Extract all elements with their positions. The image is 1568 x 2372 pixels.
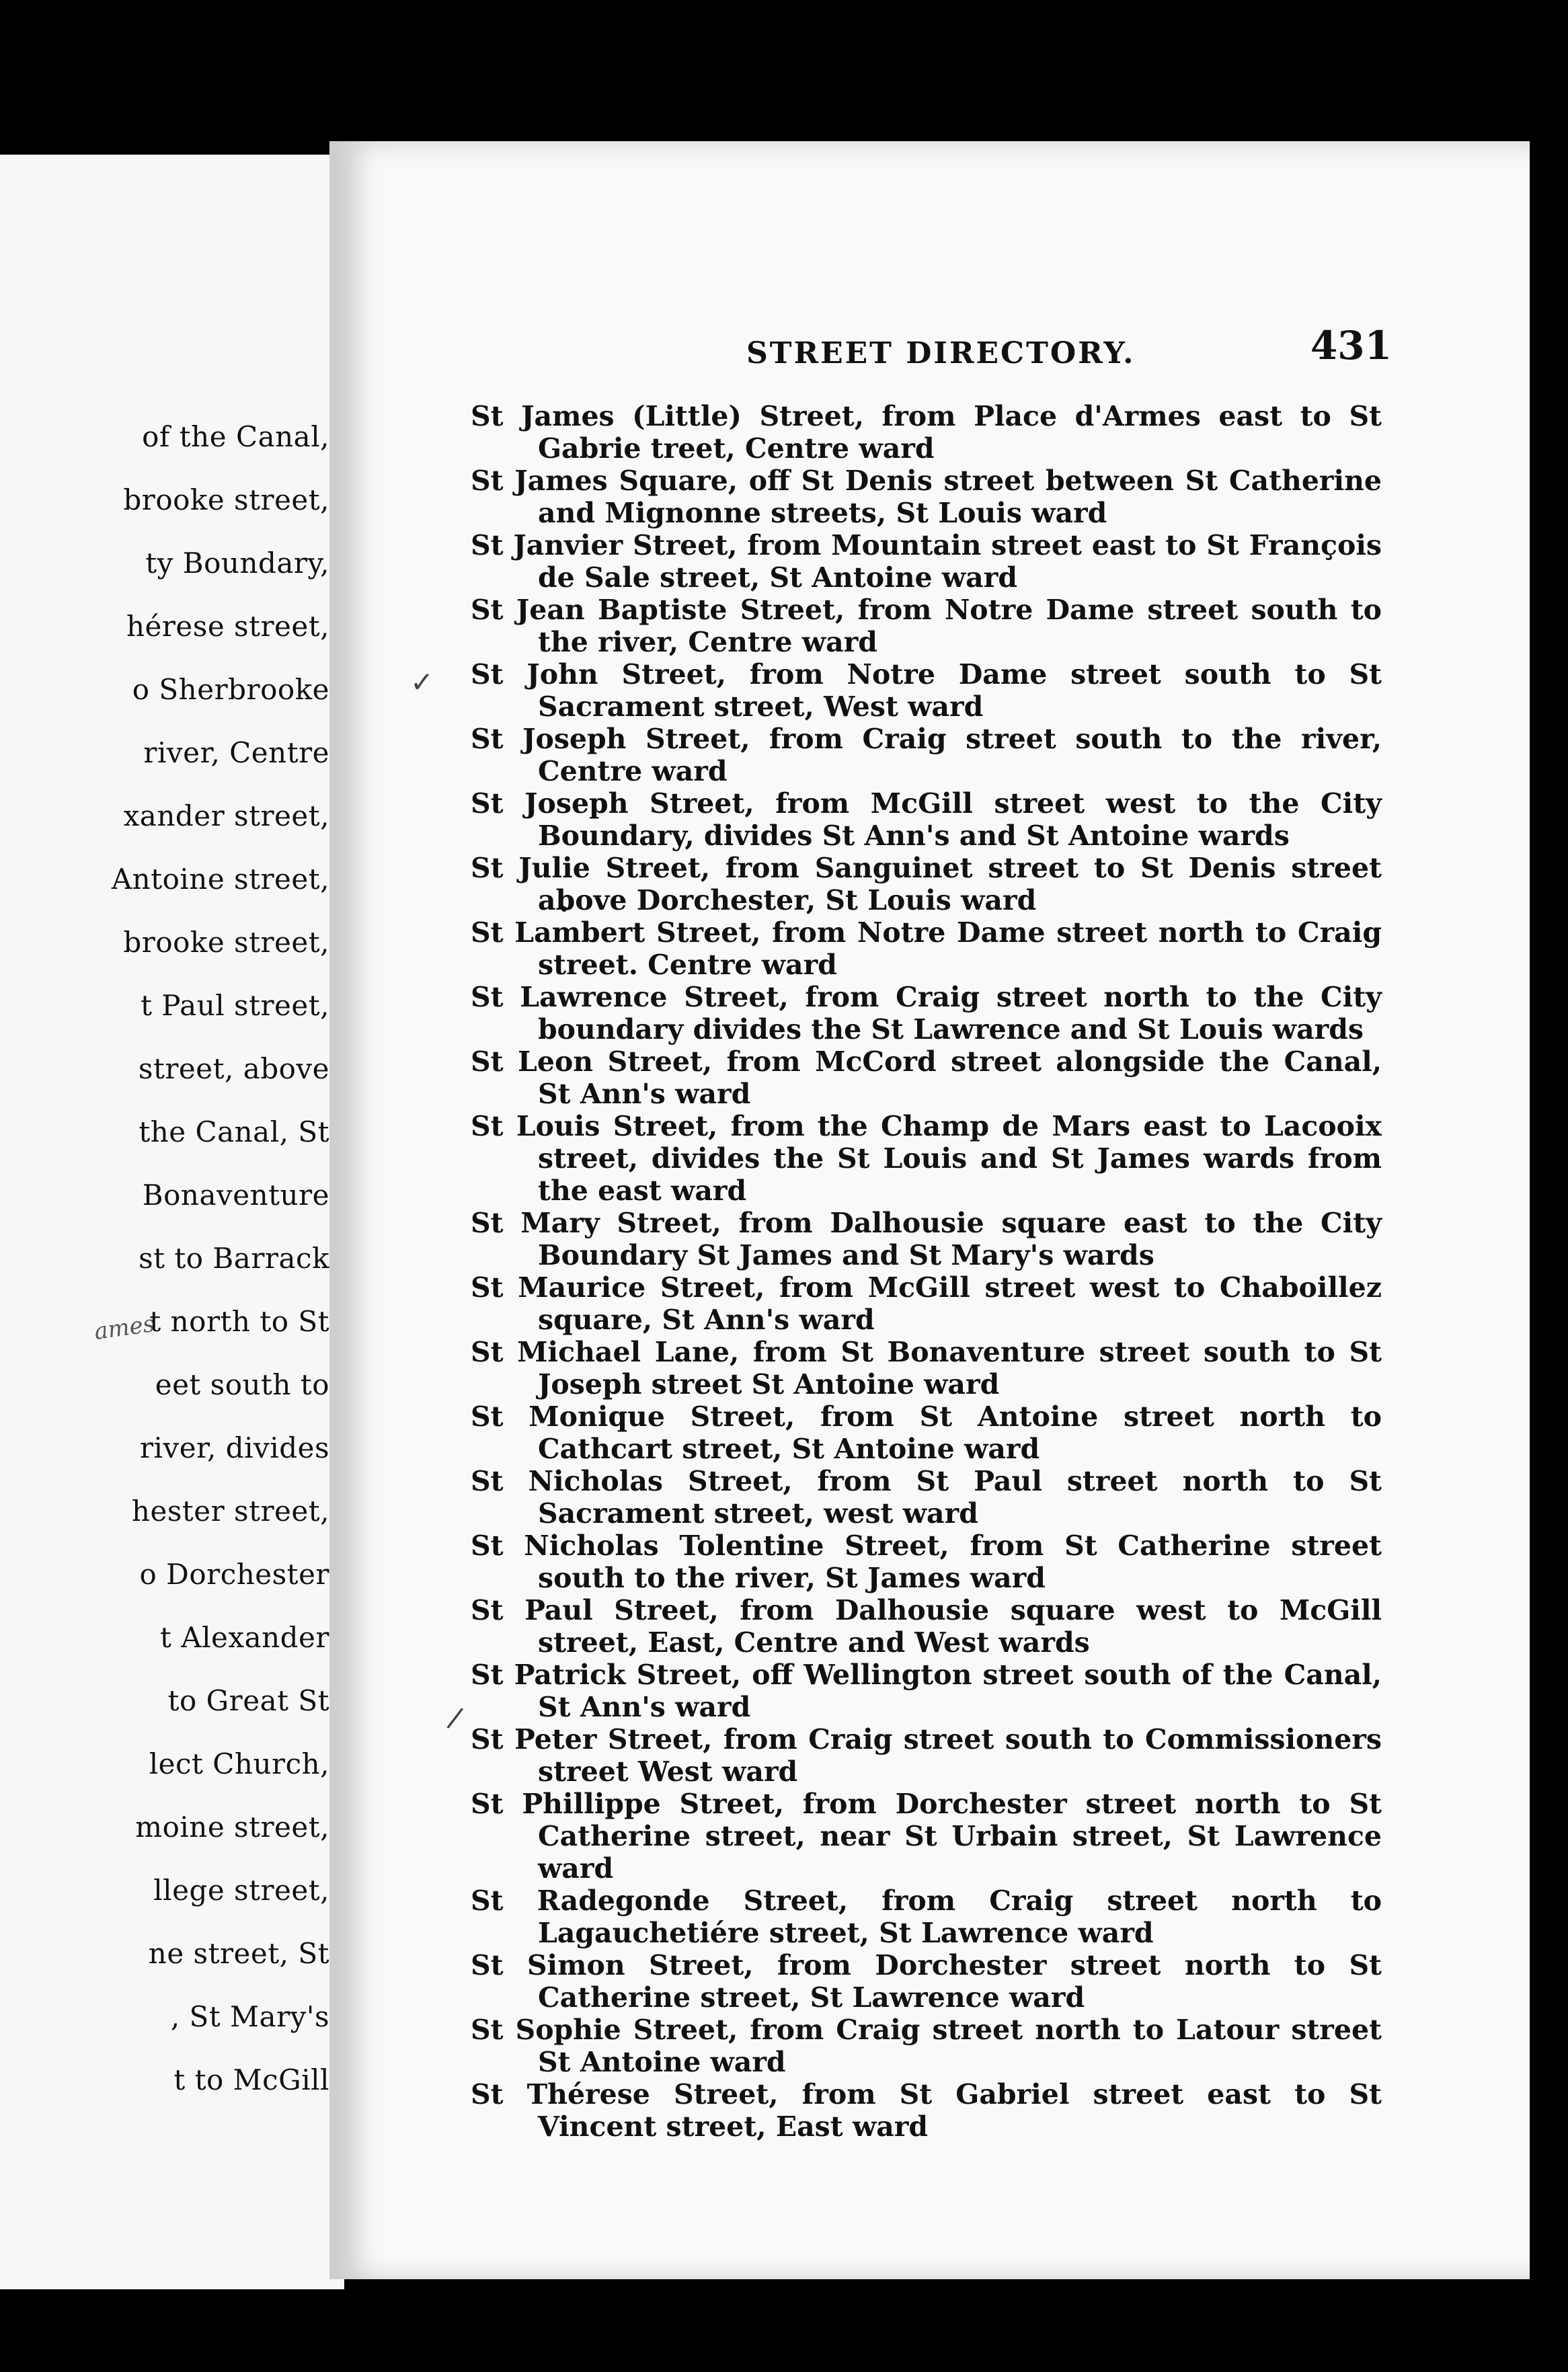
pencil-check-mark: ✓ <box>410 666 434 699</box>
left-page-line: river, Centre <box>143 736 329 769</box>
directory-entry: St Paul Street, from Dalhousie square west to McGill street, East, Centre and West wards <box>471 1594 1382 1659</box>
page-number: 431 <box>1310 323 1392 368</box>
directory-entry: St Lawrence Street, from Craig street north to the City boundary divides the St Lawrence and St Louis wards <box>471 981 1382 1045</box>
left-page-line: st to Barrack <box>139 1242 329 1275</box>
directory-entry: St Joseph Street, from McGill street west to the City Boundary, divides St Ann's and St Antoine wards <box>471 787 1382 852</box>
directory-entry: St Julie Street, from Sanguinet street to St Denis street above Dorchester, St Louis ward <box>471 852 1382 916</box>
directory-entry: St Maurice Street, from McGill street west to Chaboillez square, St Ann's ward <box>471 1271 1382 1336</box>
running-head: STREET DIRECTORY. <box>746 336 1136 370</box>
handwritten-scribble: ames <box>92 1310 157 1346</box>
left-page-line: t Alexander <box>160 1621 329 1654</box>
left-page-line: brooke street, <box>123 926 329 959</box>
directory-entry: St James (Little) Street, from Place d'Armes east to St Gabrie treet, Centre ward <box>471 400 1382 465</box>
left-page-line: , St Mary's <box>170 2000 329 2033</box>
left-page-line: of the Canal, <box>142 420 329 453</box>
left-page-line: t Paul street, <box>141 989 329 1022</box>
left-page-line: Antoine street, <box>111 863 329 896</box>
directory-entry: St Nicholas Street, from St Paul street north to St Sacrament street, west ward <box>471 1465 1382 1530</box>
directory-entry: St Janvier Street, from Mountain street east to St François de Sale street, St Antoine ward <box>471 529 1382 594</box>
directory-entry: St Phillippe Street, from Dorchester street north to St Catherine street, near St Urbain street, St Lawrence ward <box>471 1788 1382 1885</box>
directory-entry: St Peter Street, from Craig street south to Commissioners street West ward <box>471 1723 1382 1788</box>
directory-entry: St Simon Street, from Dorchester street north to St Catherine street, St Lawrence ward <box>471 1949 1382 2014</box>
directory-entry: St Patrick Street, off Wellington street south of the Canal, St Ann's ward <box>471 1659 1382 1723</box>
left-page <box>0 155 344 2289</box>
left-page-line: Bonaventure <box>142 1179 329 1212</box>
left-page-line: llege street, <box>153 1874 329 1907</box>
directory-entry: St Leon Street, from McCord street alongside the Canal, St Ann's ward <box>471 1045 1382 1110</box>
directory-entry: St Joseph Street, from Craig street south to the river, Centre ward <box>471 723 1382 787</box>
left-page-line: lect Church, <box>149 1747 329 1780</box>
left-page-line: o Dorchester <box>139 1558 329 1591</box>
directory-entry: St Louis Street, from the Champ de Mars east to Lacooix street, divides the St Louis and St James wards from the east ward <box>471 1110 1382 1207</box>
directory-entry: St John Street, from Notre Dame street south to St Sacrament street, West ward <box>471 658 1382 723</box>
directory-entry: St James Square, off St Denis street between St Catherine and Mignonne streets, St Louis ward <box>471 465 1382 529</box>
directory-entry: St Monique Street, from St Antoine street north to Cathcart street, St Antoine ward <box>471 1400 1382 1465</box>
pencil-tick-mark: / <box>445 1700 466 1735</box>
left-page-line: street, above <box>138 1052 329 1085</box>
left-page-line: the Canal, St <box>139 1115 329 1148</box>
directory-entry: St Radegonde Street, from Craig street north to Lagauchetiére street, St Lawrence ward <box>471 1885 1382 1949</box>
directory-entry: St Sophie Street, from Craig street north to Latour street St Antoine ward <box>471 2014 1382 2078</box>
left-page-line: river, divides <box>139 1431 329 1464</box>
directory-entry: St Lambert Street, from Notre Dame street north to Craig street. Centre ward <box>471 916 1382 981</box>
directory-entry: St Michael Lane, from St Bonaventure street south to St Joseph street St Antoine ward <box>471 1336 1382 1400</box>
right-page <box>329 141 1530 2279</box>
left-page-line: to Great St <box>167 1684 329 1717</box>
left-page-line: moine street, <box>135 1811 329 1844</box>
directory-entry: St Nicholas Tolentine Street, from St Catherine street south to the river, St James ward <box>471 1530 1382 1594</box>
left-page-line: ty Boundary, <box>145 547 329 580</box>
directory-entry: St Mary Street, from Dalhousie square east to the City Boundary St James and St Mary's wards <box>471 1207 1382 1271</box>
directory-entry: St Thérese Street, from St Gabriel street east to St Vincent street, East ward <box>471 2078 1382 2143</box>
left-page-line: t north to St <box>149 1305 329 1338</box>
left-page-line: hester street, <box>131 1495 329 1528</box>
left-page-line: xander street, <box>123 799 329 832</box>
left-page-line: t to McGill <box>173 2063 329 2096</box>
left-page-line: ne street, St <box>148 1937 329 1970</box>
left-page-line: brooke street, <box>123 483 329 516</box>
left-page-line: hérese street, <box>126 610 329 643</box>
directory-entry: St Jean Baptiste Street, from Notre Dame street south to the river, Centre ward <box>471 594 1382 658</box>
street-directory-entries <box>471 400 1382 2143</box>
left-page-line: eet south to <box>155 1368 329 1401</box>
left-page-line: o Sherbrooke <box>132 673 329 706</box>
